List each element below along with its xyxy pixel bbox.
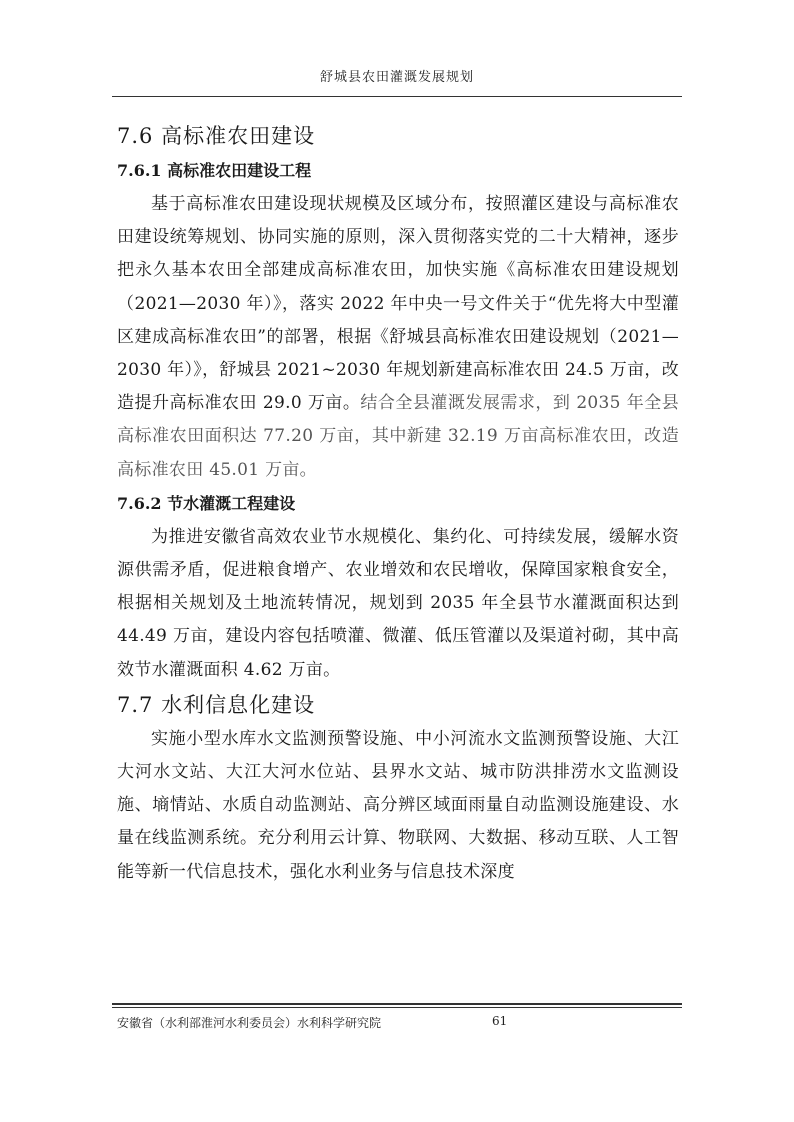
paragraph-7-6-2: 为推进安徽省高效农业节水规模化、集约化、可持续发展，缓解水资源供需矛盾，促进粮食增产、农业增效和农民增收，保障国家粮食安全，根据相关规划及土地流转情况，规划到 2035 年全县节水灌溉面积达到 44.49 万亩，建设内容包括喷灌、微灌、低压管灌以及渠道衬砌，其中高效节水灌溉面积 4.62 万亩。 [117,526,679,680]
paragraph-7-6-1 [117,188,679,487]
running-header: 舒城县农田灌溉发展规划 [319,70,474,85]
subsection-heading-7-6-1: 7.6.1 高标准农田建设工程 [117,161,312,180]
subsection-heading-7-6-2: 7.6.2 节水灌溉工程建设 [117,493,296,513]
page-body [117,118,679,889]
footer-divider-thin [112,1007,682,1008]
section-heading-7-6: 7.6 高标准农田建设 [117,124,316,148]
paragraph-7-6-1-main: 基于高标准农田建设现状规模及区域分布，按照灌区建设与高标准农田建设统筹规划、协同实施的原则，深入贯彻落实党的二十大精神，逐步把永久基本农田全部建成高标准农田，加快实施《高标准农田建设规划（2021—2030 年）》，落实 2022 年中央一号文件关于“优先将大中型灌区建成高标准农田”的部署，根据《舒城县高标准农田建设规划（2021—2030 年）》，舒城县 2021~2030 年规划新建高标准农田 24.5 万亩，改造提升高标准农田 29.0 万亩。 [117,194,679,414]
page-number: 61 [492,1014,508,1028]
footer-divider-thick [112,1003,682,1005]
header-divider [112,96,682,97]
footer-organization: 安徽省（水利部淮河水利委员会）水利科学研究院 [117,1016,382,1030]
paragraph-7-6-1-tail: 结合全县灌溉发展需求，到 2035 年全县高标准农田面积达 77.20 万亩，其中新建 32.19 万亩高标准农田，改造高标准农田 45.01 万亩。 [117,393,679,480]
section-heading-7-7: 7.7 水利信息化建设 [117,692,316,717]
paragraph-7-7: 实施小型水库水文监测预警设施、中小河流水文监测预警设施、大江大河水文站、大江大河水位站、县界水文站、城市防洪排涝水文监测设施、墒情站、水质自动监测站、高分辨区域面雨量自动监测设施建设、水量在线监测系统。充分利用云计算、物联网、大数据、移动互联、人工智能等新一代信息技术，强化水利业务与信息技术深度 [117,728,679,882]
